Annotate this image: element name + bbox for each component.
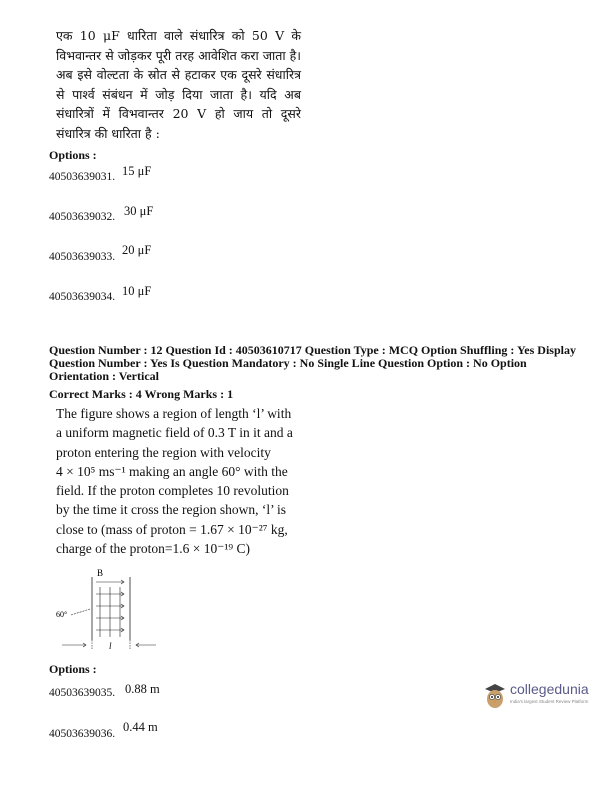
question-text	[56, 404, 294, 558]
question-line: proton entering the region with velocity	[56, 444, 271, 460]
proton-entry-path	[71, 609, 90, 615]
question-metadata: Question Number : 12 Question Id : 40503610717 Question Type : MCQ Option Shuffling : Yes Display Question Number : Yes Is Question Mandatory : No Single Line Question Option : No Option Orientation : Vertical	[49, 343, 576, 383]
option-value-4: 10 μF	[122, 284, 152, 298]
owl-icon	[482, 680, 508, 710]
option-id-5: 40503639035.	[49, 687, 116, 699]
velocity-lines	[100, 587, 120, 637]
option-id-1: 40503639031.	[49, 171, 116, 183]
question-line: a uniform magnetic field of 0.3 T in it and a	[56, 425, 293, 441]
option-value-6: 0.44 m	[123, 720, 158, 734]
question-line: The figure shows a region of length ‘l’ with	[56, 406, 292, 421]
question-line: close to (mass of proton = 1.67 × 10⁻²⁷ kg,	[56, 521, 288, 537]
option-value-2: 30 μF	[124, 204, 154, 218]
option-value-5: 0.88 m	[125, 682, 160, 696]
options-heading-2: Options :	[49, 662, 97, 676]
logo-wordmark: collegedunia	[510, 681, 589, 697]
marks-info: Correct Marks : 4 Wrong Marks : 1	[49, 387, 234, 401]
question-line: field. If the proton completes 10 revolution	[56, 483, 289, 499]
option-id-4: 40503639034.	[49, 291, 116, 303]
question-line: 4 × 10⁵ ms⁻¹ making an angle 60° with the	[56, 463, 288, 479]
angle-label: 60°	[56, 610, 68, 619]
field-b-label: B	[97, 568, 104, 578]
question-line: by the time it cross the region shown, ‘l’ is	[56, 502, 286, 518]
length-l-label: l	[109, 641, 112, 651]
option-value-1: 15 μF	[122, 164, 152, 178]
option-id-2: 40503639032.	[49, 211, 116, 223]
hindi-question-text: एक 10 μF धारिता वाले संधारित्र को 50 V के विभवान्तर से जोड़कर पूरी तरह आवेशित करा जाता है। अब इसे वोल्टता के स्रोत से हटाकर एक दूसरे संधारित्र से पार्श्व संबंधन में जोड़ दिया जाता है। यदि अब संधारित्रों में विभवान्तर 20 V हो जाय तो दूसरे संधारित्र की धारिता है :	[56, 28, 301, 141]
logo-tagline: India's largest Student Review Platform	[510, 699, 589, 704]
options-heading-1: Options :	[49, 148, 97, 162]
option-value-3: 20 μF	[122, 243, 152, 257]
collegedunia-logo	[482, 680, 587, 720]
magnetic-field-figure	[56, 565, 166, 655]
option-id-6: 40503639036.	[49, 728, 116, 740]
question-line: charge of the proton=1.6 × 10⁻¹⁹ C)	[56, 541, 250, 557]
option-id-3: 40503639033.	[49, 251, 116, 263]
